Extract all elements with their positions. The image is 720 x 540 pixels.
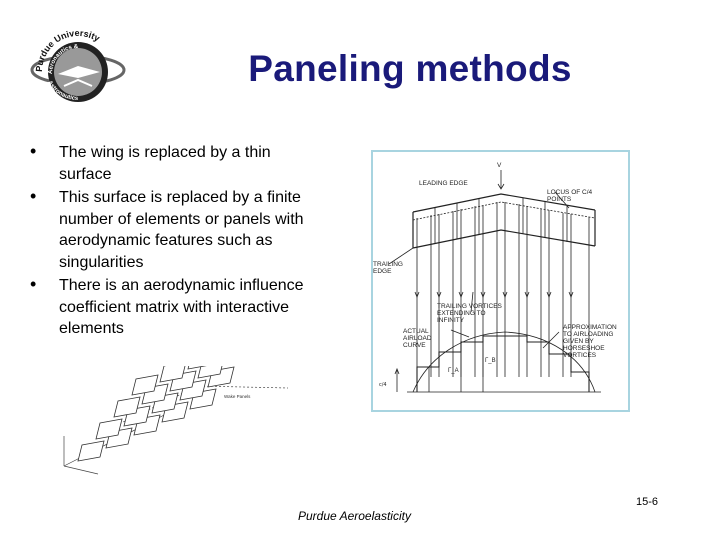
bullet-text: The wing is replaced by a thin surface xyxy=(59,144,271,183)
purdue-seal-icon xyxy=(28,20,128,110)
purdue-logo xyxy=(28,20,128,110)
bullet-text: This surface is replaced by a finite number of elements or panels with aerodynamic features such as singularities xyxy=(59,189,304,271)
leading-edge-label: LEADING EDGE xyxy=(419,180,468,187)
bullet-item xyxy=(28,275,318,340)
gamma-b-label: Γ_B xyxy=(485,358,496,364)
footer-text: Purdue Aeroelasticity xyxy=(298,509,411,523)
actual-airload-label: ACTUAL AIRLOAD CURVE xyxy=(403,328,432,349)
bullet-list xyxy=(28,142,318,342)
gamma-a-label: Γ_A xyxy=(448,368,459,374)
logo-middle-text: Aeronautics & xyxy=(47,43,79,75)
wake-panels-label: Wake Panels xyxy=(224,394,251,399)
slide-title: Paneling methods xyxy=(248,48,572,89)
wing-panel xyxy=(78,441,104,461)
bullet-text: There is an aerodynamic influence coefficient matrix with interactive elements xyxy=(59,277,304,337)
velocity-label: V xyxy=(497,162,502,169)
logo-top-text: Purdue University xyxy=(33,27,102,73)
trailing-vortices-label: TRAILING VORTICES EXTENDING TO INFINITY xyxy=(437,303,502,324)
bullet-dot-icon: • xyxy=(30,186,37,206)
svg-text:c/4: c/4 xyxy=(379,382,387,388)
approximation-label: APPROXIMATION TO AIRLOADING GIVEN BY HORSESHOE VORTICES xyxy=(563,324,617,359)
bullet-dot-icon: • xyxy=(30,274,37,294)
page-number: 15-6 xyxy=(636,496,659,508)
panel-grid-sketch xyxy=(58,366,288,478)
bullet-item xyxy=(28,187,318,273)
logo-bottom-text: Astronautics xyxy=(46,79,79,103)
panel-grid-figure xyxy=(58,366,288,478)
trailing-edge-label: TRAILING EDGE xyxy=(373,261,403,275)
bullet-dot-icon: • xyxy=(30,141,37,161)
horseshoe-vortex-diagram xyxy=(371,150,630,412)
bullet-item xyxy=(28,142,318,185)
locus-label: LOCUS OF C/4 POINTS xyxy=(547,189,593,203)
